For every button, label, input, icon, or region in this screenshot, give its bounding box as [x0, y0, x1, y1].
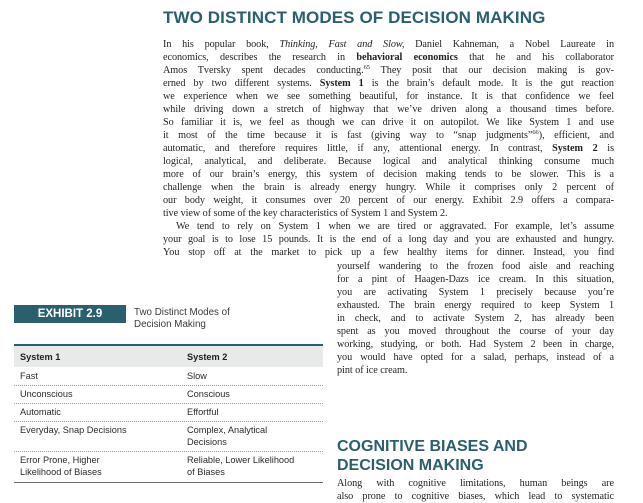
- text-run: ), efficient, and: [538, 130, 614, 141]
- text-run: Daniel Kahneman, a Nobel Laureate in: [404, 39, 614, 50]
- text-run: economics, describes the research in: [163, 52, 357, 63]
- system1-cell: Fast: [20, 371, 38, 381]
- text-run: is the brain’s default mode. It is the gut reaction: [363, 78, 614, 89]
- text-run: You stop off at the market to pick up a few healthy items for dinner. Instead, you find: [163, 247, 614, 258]
- body-line: you would have opted for a salad, perhaps, instead of a: [337, 352, 614, 363]
- exhibit-caption-line: Two Distinct Modes of: [134, 307, 230, 318]
- system2-cell: Decisions: [187, 437, 227, 447]
- text-run: your goal is to lose 15 pounds. It is the end of a long day and you are exhausted and hungry.: [163, 234, 614, 245]
- text-run: Amos Tversky spent decades conducting.: [163, 65, 364, 76]
- text-run: we experience when we see something beautiful, for instance. It is that confidence we feel: [163, 91, 614, 102]
- body-line: [163, 194, 614, 207]
- system2-cell: of Biases: [187, 467, 225, 477]
- system1-cell: Error Prone, Higher: [20, 455, 100, 465]
- endnote-ref: 65: [363, 64, 370, 71]
- body-line: [163, 155, 614, 168]
- body-line: yourself wandering to the frozen food aisle and reaching: [337, 261, 614, 272]
- system2-cell: Complex, Analytical: [187, 425, 268, 435]
- body-line: [163, 207, 614, 220]
- row-divider: [14, 451, 323, 452]
- body-line: exhausted. The brain energy required to keep System 1: [337, 300, 614, 311]
- section2-paragraph-line: also prone to cognitive biases, which lead to systematic: [337, 491, 614, 502]
- text-run: it most of the time because it is fast (giving way to “snap judgments”: [163, 130, 533, 141]
- table-header-system2: System 2: [187, 352, 228, 362]
- system2-cell: Reliable, Lower Likelihood: [187, 455, 295, 465]
- italic-title: Thinking, Fast and Slow,: [279, 39, 405, 50]
- section2-heading-line: DECISION MAKING: [337, 457, 484, 474]
- endnote-ref: 66: [532, 129, 539, 136]
- text-run: while driving down a stretch of highway that we’ve driven along a thousand times before.: [163, 104, 614, 115]
- text-run: We tend to rely on System 1 when we are tired or aggravated. For example, let’s assume: [176, 221, 614, 232]
- text-run: erned by two different systems.: [163, 78, 320, 89]
- body-line: [163, 103, 614, 116]
- body-line: [163, 181, 614, 194]
- text-run: our body weight, it consumes over 20 percent of our energy. Exhibit 2.9 offers a compara-: [163, 195, 614, 206]
- body-line: [163, 246, 614, 259]
- text-run: tive view of some of the key characteristics of System 1 and System 2.: [163, 208, 448, 219]
- body-line: [163, 38, 614, 51]
- text-run: logical, analytical, and deliberate. Because logical and analytical thinking consume much: [163, 156, 614, 167]
- body-line: [163, 129, 614, 142]
- body-line: [163, 168, 614, 181]
- text-run: In his popular book,: [163, 39, 280, 50]
- section2-heading-line: COGNITIVE BIASES AND: [337, 438, 528, 455]
- table-bottom-rule: [14, 482, 323, 483]
- row-divider: [14, 385, 323, 386]
- row-divider: [14, 403, 323, 404]
- bold-term: System 2: [552, 143, 598, 154]
- section2-paragraph-line: Along with cognitive limitations, human beings are: [337, 478, 614, 489]
- body-line: [163, 142, 614, 155]
- body-line: [163, 51, 614, 64]
- system1-cell: Likelihood of Biases: [20, 467, 102, 477]
- section2-heading: [337, 437, 528, 475]
- body-line: [163, 64, 614, 77]
- system2-cell: Effortful: [187, 407, 219, 417]
- text-run: challenge when the brain is already energy hungry. While it comprises only 2 percent of: [163, 182, 614, 193]
- text-run: that he and his collaborator: [457, 52, 614, 63]
- body-line: you are activating System 1 precisely because you’re: [337, 287, 614, 298]
- table-header-system1: System 1: [20, 352, 61, 362]
- body-line: spent as you moved throughout the course of your day: [337, 326, 614, 337]
- exhibit-label: EXHIBIT 2.9: [14, 305, 126, 323]
- system1-cell: Unconscious: [20, 389, 73, 399]
- bold-term: behavioral economics: [356, 52, 458, 63]
- text-run: more of our brain’s energy, this system of decision making tends to be slower. This is a: [163, 169, 614, 180]
- body-line: working, studying, or both. Had System 2 been in charge,: [337, 339, 614, 350]
- body-line: [163, 77, 614, 90]
- text-run: is: [597, 143, 614, 154]
- body-line: pint of ice cream.: [337, 365, 408, 376]
- body-line: [163, 233, 614, 246]
- section-heading: TWO DISTINCT MODES OF DECISION MAKING: [163, 8, 546, 27]
- system1-cell: Automatic: [20, 407, 61, 417]
- body-line: [163, 116, 614, 129]
- text-run: So familiar it is, we feel as though we can drive it on autopilot. We like System 1 and use: [163, 117, 614, 128]
- system2-cell: Conscious: [187, 389, 230, 399]
- system2-cell: Slow: [187, 371, 207, 381]
- exhibit-caption-line: Decision Making: [134, 319, 206, 330]
- body-line: in check, and to activate System 2, has already been: [337, 313, 614, 324]
- body-line: [163, 90, 614, 103]
- body-line: for a pint of Haagen-Dazs ice cream. In this situation,: [337, 274, 614, 285]
- text-run: automatic, and therefore requires little, if any, attentional energy. In contrast,: [163, 143, 553, 154]
- bold-term: System 1: [319, 78, 364, 89]
- system1-cell: Everyday, Snap Decisions: [20, 425, 127, 435]
- row-divider: [14, 421, 323, 422]
- body-line: [163, 220, 614, 233]
- text-run: They posit that our decision making is gov-: [370, 65, 614, 76]
